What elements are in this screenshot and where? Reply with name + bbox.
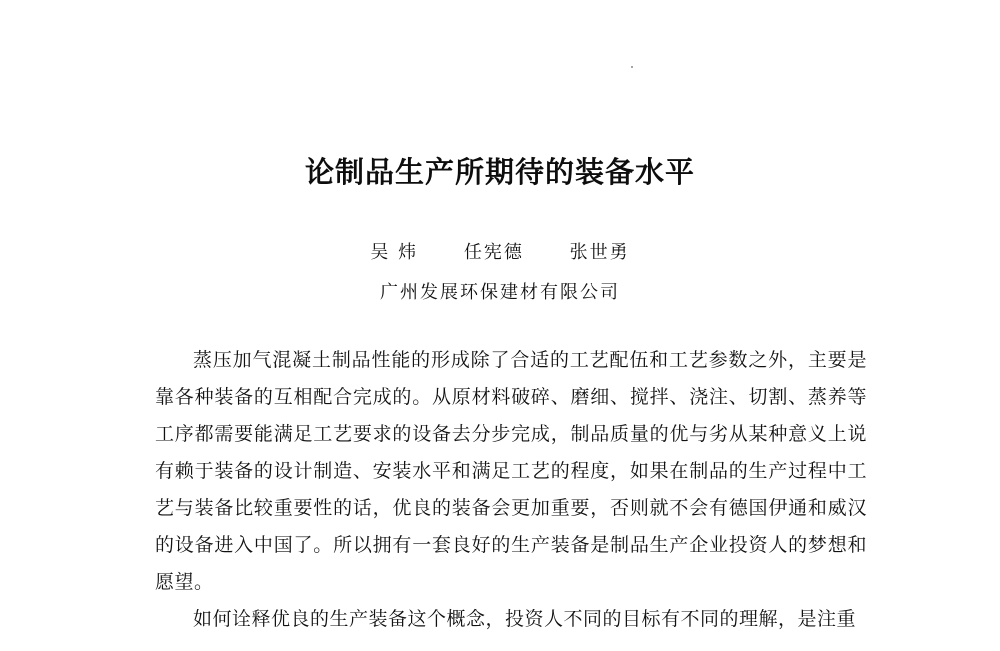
author-name: 张世勇 bbox=[569, 242, 630, 263]
author-name: 吴 炜 bbox=[370, 242, 419, 263]
author-affiliation: 广州发展环保建材有限公司 bbox=[380, 282, 620, 303]
body-paragraph: 如何诠释优良的生产装备这个概念，投资人不同的目标有不同的理解，是注重 bbox=[193, 608, 857, 630]
body-paragraph: 蒸压加气混凝土制品性能的形成除了合适的工艺配伍和工艺参数之外，主要是靠各种装备的互相配合完成的。从原材料破碎、磨细、搅拌、浇注、切割、蒸养等工序都需要能满足工艺要求的设备去分步完成，制品质量的优与劣从某种意义上说有赖于装备的设计制造、安装水平和满足工艺的程度，如果在制品的生产过程中工艺与装备比较重要性的话，优良的装备会更加重要，否则就不会有德国伊通和威汉的设备进入中国了。所以拥有一套良好的生产装备是制品生产企业投资人的梦想和愿望。 bbox=[155, 349, 867, 593]
author-list bbox=[0, 238, 1000, 264]
article-title: 论制品生产所期待的装备水平 bbox=[304, 155, 695, 189]
article-body bbox=[155, 342, 867, 638]
scan-speck bbox=[631, 66, 633, 68]
author-name: 任宪德 bbox=[463, 242, 524, 263]
